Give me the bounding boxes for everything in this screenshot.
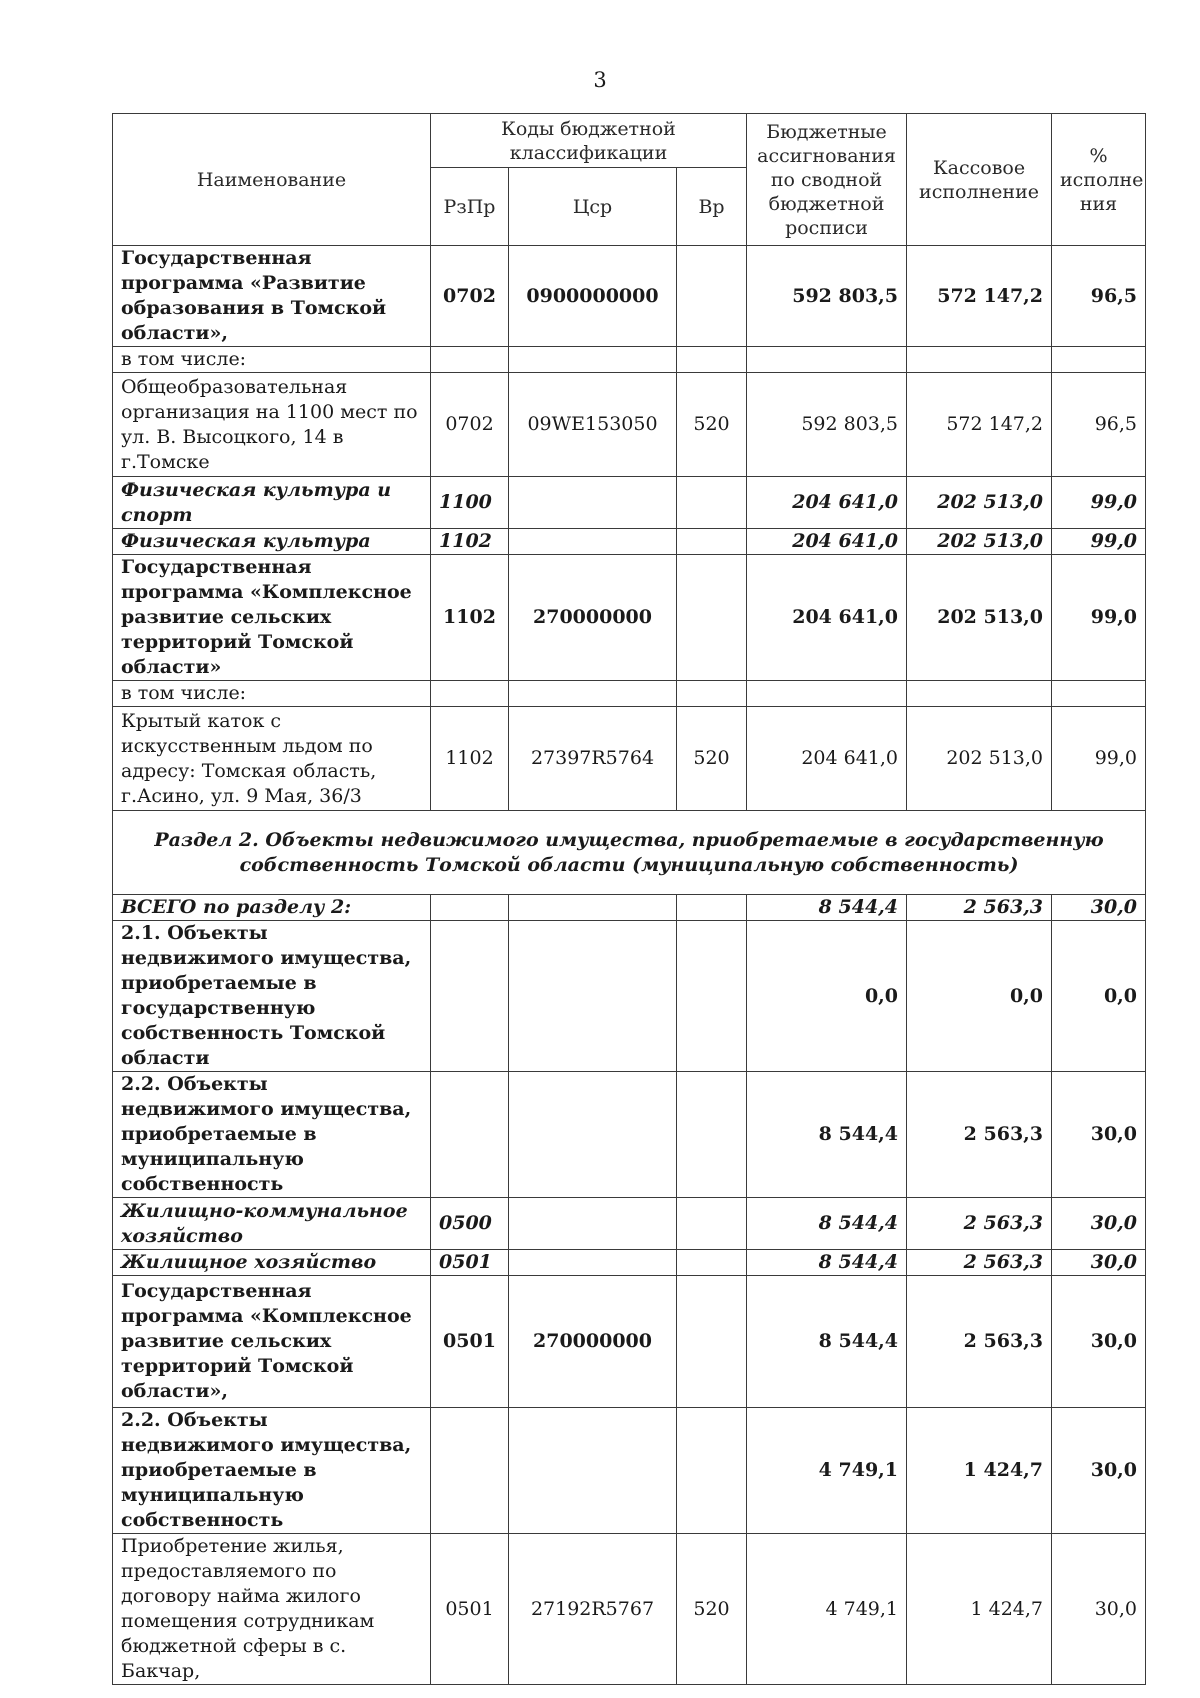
- row-name: в том числе:: [113, 681, 431, 707]
- row-csr: 270000000: [509, 1276, 677, 1408]
- row-rzpr: 1102: [431, 707, 509, 811]
- row-cash: 2 563,3: [907, 1072, 1052, 1198]
- table-row: [113, 373, 1146, 477]
- row-csr: 09WE153050: [509, 373, 677, 477]
- row-name: Жилищное хозяйство: [113, 1250, 431, 1276]
- row-budget: 204 641,0: [747, 529, 907, 555]
- row-rzpr: 0501: [431, 1250, 509, 1276]
- header-percent: % исполне ния: [1052, 114, 1146, 246]
- row-name: 2.1. Объекты недвижимого имущества, приобретаемые в государственную собственность Томской области: [113, 921, 431, 1072]
- row-budget: 204 641,0: [747, 555, 907, 681]
- table-row: [113, 347, 1146, 373]
- row-csr: [509, 681, 677, 707]
- row-cash: [907, 347, 1052, 373]
- row-budget: [747, 681, 907, 707]
- row-rzpr: 0702: [431, 373, 509, 477]
- row-rzpr: [431, 921, 509, 1072]
- row-name: ВСЕГО по разделу 2:: [113, 895, 431, 921]
- row-rzpr: [431, 347, 509, 373]
- row-name: Физическая культура: [113, 529, 431, 555]
- row-cash: 572 147,2: [907, 246, 1052, 347]
- row-csr: [509, 1198, 677, 1250]
- row-budget: 0,0: [747, 921, 907, 1072]
- row-budget: 592 803,5: [747, 246, 907, 347]
- row-rzpr: 0501: [431, 1534, 509, 1685]
- row-percent: 30,0: [1052, 1250, 1146, 1276]
- header-row-top: [113, 114, 1146, 168]
- row-percent: 30,0: [1052, 895, 1146, 921]
- table-row: [113, 895, 1146, 921]
- row-csr: 270000000: [509, 555, 677, 681]
- row-rzpr: [431, 1072, 509, 1198]
- row-percent: 0,0: [1052, 921, 1146, 1072]
- row-vr: [677, 1198, 747, 1250]
- page-number: 3: [593, 68, 607, 92]
- row-cash: 0,0: [907, 921, 1052, 1072]
- row-csr: [509, 347, 677, 373]
- row-percent: 96,5: [1052, 246, 1146, 347]
- row-csr: [509, 529, 677, 555]
- row-percent: [1052, 347, 1146, 373]
- row-budget: 8 544,4: [747, 895, 907, 921]
- table-row: [113, 246, 1146, 347]
- row-rzpr: 1100: [431, 477, 509, 529]
- row-budget: 8 544,4: [747, 1198, 907, 1250]
- row-vr: [677, 1250, 747, 1276]
- row-name: Государственная программа «Развитие образования в Томской области»,: [113, 246, 431, 347]
- row-vr: [677, 921, 747, 1072]
- row-percent: 99,0: [1052, 707, 1146, 811]
- row-budget: 204 641,0: [747, 477, 907, 529]
- row-vr: [677, 1072, 747, 1198]
- header-codes: Коды бюджетной классификации: [431, 114, 747, 168]
- header-budget: Бюджетные ассигнования по сводной бюджетной росписи: [747, 114, 907, 246]
- row-vr: [677, 529, 747, 555]
- row-cash: 202 513,0: [907, 477, 1052, 529]
- row-cash: 572 147,2: [907, 373, 1052, 477]
- row-cash: [907, 681, 1052, 707]
- row-rzpr: 0702: [431, 246, 509, 347]
- row-csr: [509, 921, 677, 1072]
- row-cash: 2 563,3: [907, 895, 1052, 921]
- row-csr: [509, 1072, 677, 1198]
- row-percent: 30,0: [1052, 1072, 1146, 1198]
- row-rzpr: [431, 1408, 509, 1534]
- row-name: 2.2. Объекты недвижимого имущества, приобретаемые в муниципальную собственность: [113, 1408, 431, 1534]
- row-name: в том числе:: [113, 347, 431, 373]
- row-csr: 27192R5767: [509, 1534, 677, 1685]
- row-name: Жилищно-коммунальное хозяйство: [113, 1198, 431, 1250]
- row-name: Государственная программа «Комплексное развитие сельских территорий Томской области»: [113, 555, 431, 681]
- budget-table: [112, 113, 1146, 1685]
- row-percent: 99,0: [1052, 555, 1146, 681]
- table-row: [113, 1276, 1146, 1408]
- row-vr: [677, 477, 747, 529]
- row-rzpr: [431, 681, 509, 707]
- row-percent: 30,0: [1052, 1534, 1146, 1685]
- row-budget: 8 544,4: [747, 1072, 907, 1198]
- row-name: Общеобразовательная организация на 1100 мест по ул. В. Высоцкого, 14 в г.Томске: [113, 373, 431, 477]
- row-name: Приобретение жилья, предоставляемого по договору найма жилого помещения сотрудникам бюджетной сферы в с. Бакчар,: [113, 1534, 431, 1685]
- row-cash: 1 424,7: [907, 1408, 1052, 1534]
- header-name: Наименование: [113, 114, 431, 246]
- row-budget: 592 803,5: [747, 373, 907, 477]
- row-rzpr: 0501: [431, 1276, 509, 1408]
- row-name: Государственная программа «Комплексное развитие сельских территорий Томской области»,: [113, 1276, 431, 1408]
- row-cash: 202 513,0: [907, 529, 1052, 555]
- row-percent: 30,0: [1052, 1408, 1146, 1534]
- row-percent: 30,0: [1052, 1198, 1146, 1250]
- row-budget: 204 641,0: [747, 707, 907, 811]
- table-row: [113, 1408, 1146, 1534]
- row-cash: 2 563,3: [907, 1276, 1052, 1408]
- row-cash: 1 424,7: [907, 1534, 1052, 1685]
- section-2-title: Раздел 2. Объекты недвижимого имущества, приобретаемые в государственную собственность Томской области (муниципальную собственность): [113, 811, 1146, 895]
- row-percent: 30,0: [1052, 1276, 1146, 1408]
- table-row: [113, 1198, 1146, 1250]
- row-vr: [677, 895, 747, 921]
- row-rzpr: 1102: [431, 529, 509, 555]
- table-row: [113, 707, 1146, 811]
- row-cash: 202 513,0: [907, 555, 1052, 681]
- row-budget: 8 544,4: [747, 1250, 907, 1276]
- table-row: [113, 681, 1146, 707]
- row-budget: 4 749,1: [747, 1534, 907, 1685]
- header-cash: Кассовое исполнение: [907, 114, 1052, 246]
- row-name: Физическая культура и спорт: [113, 477, 431, 529]
- table-row: [113, 555, 1146, 681]
- row-percent: [1052, 681, 1146, 707]
- row-csr: 0900000000: [509, 246, 677, 347]
- row-rzpr: 1102: [431, 555, 509, 681]
- table-row: [113, 529, 1146, 555]
- row-csr: 27397R5764: [509, 707, 677, 811]
- row-vr: [677, 1276, 747, 1408]
- row-rzpr: 0500: [431, 1198, 509, 1250]
- row-vr: [677, 555, 747, 681]
- row-cash: 202 513,0: [907, 707, 1052, 811]
- table-row: [113, 921, 1146, 1072]
- table-row: [113, 1072, 1146, 1198]
- header-csr: Цср: [509, 168, 677, 246]
- row-percent: 99,0: [1052, 529, 1146, 555]
- row-percent: 96,5: [1052, 373, 1146, 477]
- row-csr: [509, 1250, 677, 1276]
- row-percent: 99,0: [1052, 477, 1146, 529]
- row-cash: 2 563,3: [907, 1198, 1052, 1250]
- header-rzpr: РзПр: [431, 168, 509, 246]
- row-vr: [677, 681, 747, 707]
- header-vr: Вр: [677, 168, 747, 246]
- row-cash: 2 563,3: [907, 1250, 1052, 1276]
- section-row: [113, 811, 1146, 895]
- row-budget: [747, 347, 907, 373]
- table-row: [113, 477, 1146, 529]
- table-row: [113, 1534, 1146, 1685]
- table-row: [113, 1250, 1146, 1276]
- row-vr: [677, 1408, 747, 1534]
- row-vr: 520: [677, 1534, 747, 1685]
- row-budget: 8 544,4: [747, 1276, 907, 1408]
- row-vr: [677, 347, 747, 373]
- row-vr: 520: [677, 707, 747, 811]
- row-csr: [509, 895, 677, 921]
- row-vr: 520: [677, 373, 747, 477]
- row-rzpr: [431, 895, 509, 921]
- row-name: 2.2. Объекты недвижимого имущества, приобретаемые в муниципальную собственность: [113, 1072, 431, 1198]
- row-vr: [677, 246, 747, 347]
- row-name: Крытый каток с искусственным льдом по адресу: Томская область, г.Асино, ул. 9 Мая, 36/3: [113, 707, 431, 811]
- row-budget: 4 749,1: [747, 1408, 907, 1534]
- row-csr: [509, 477, 677, 529]
- row-csr: [509, 1408, 677, 1534]
